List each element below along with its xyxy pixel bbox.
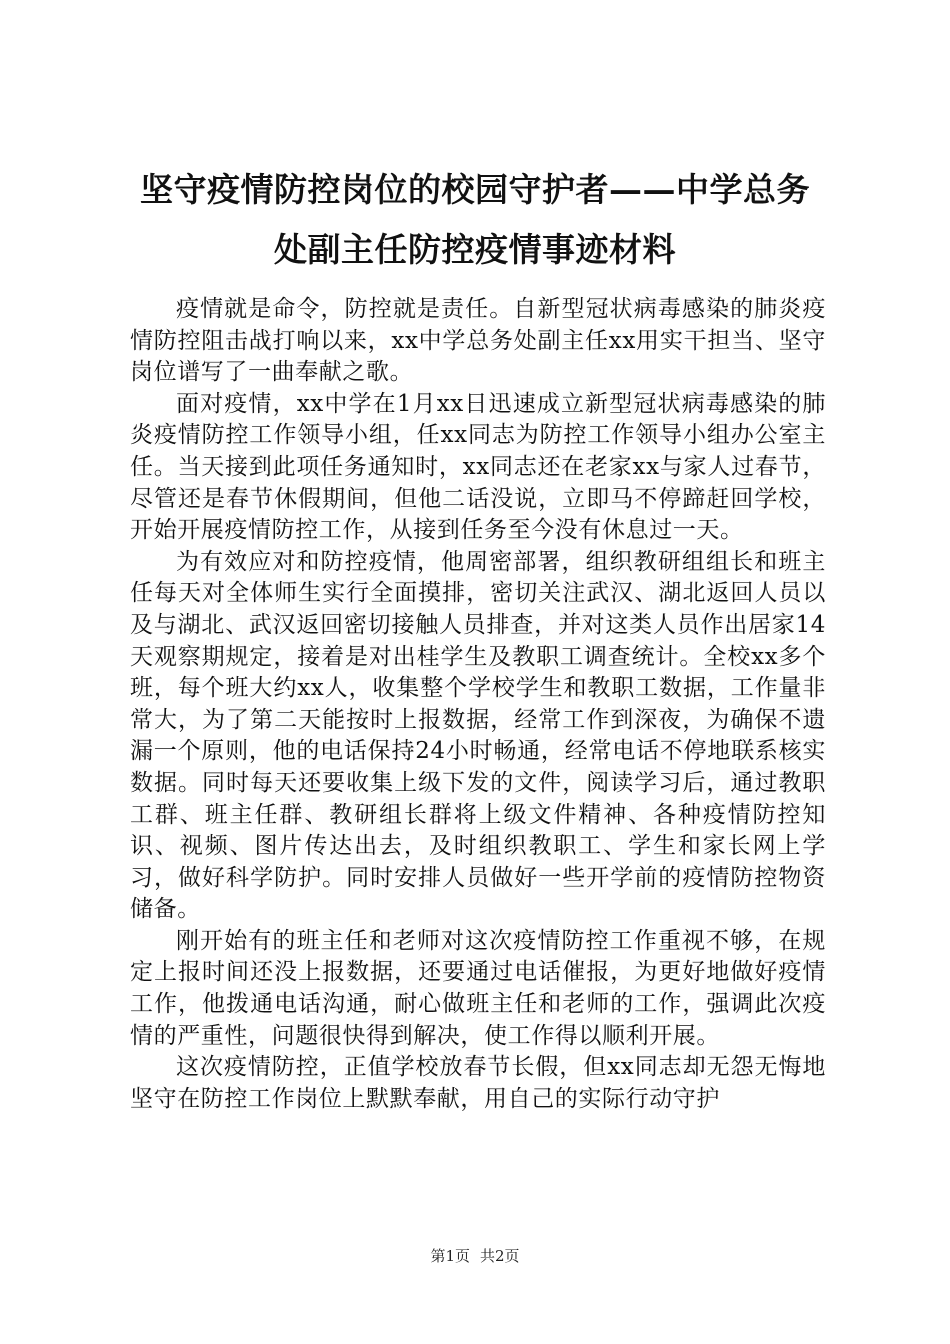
page-number: 第1页 [430,1247,470,1265]
page-total: 共2页 [480,1247,520,1265]
paragraph-2: 面对疫情，xx中学在1月xx日迅速成立新型冠状病毒感染的肺炎疫情防控工作领导小组，任xx同志为防控工作领导小组办公室主任。当天接到此项任务通知时，xx同志还在老家xx与家人过春节，尽管还是春节休假期间，但他二话没说，立即马不停蹄赶回学校，开始开展疫情防控工作，从接到任务至今没有休息过一天。 [130,390,826,544]
document-title [110,160,840,280]
paragraph-5: 这次疫情防控，正值学校放春节长假，但xx同志却无怨无悔地坚守在防控工作岗位上默默奉献，用自己的实际行动守护 [130,1054,826,1112]
page-footer [0,1246,950,1266]
document-body [130,294,826,1115]
title-line-2: 处副主任防控疫情事迹材料 [274,230,676,269]
paragraph-1: 疫情就是命令，防控就是责任。自新型冠状病毒感染的肺炎疫情防控阻击战打响以来，xx中学总务处副主任xx用实干担当、坚守岗位谱写了一曲奉献之歌。 [130,296,826,386]
title-line-1: 坚守疫情防控岗位的校园守护者——中学总务 [140,170,810,209]
paragraph-4: 刚开始有的班主任和老师对这次疫情防控工作重视不够，在规定上报时间还没上报数据，还要通过电话催报，为更好地做好疫情工作，他拨通电话沟通，耐心做班主任和老师的工作，强调此次疫情的严重性，问题很快得到解决，使工作得以顺利开展。 [130,927,826,1049]
paragraph-3: 为有效应对和防控疫情，他周密部署，组织教研组组长和班主任每天对全体师生实行全面摸排，密切关注武汉、湖北返回人员以及与湖北、武汉返回密切接触人员排查，并对这类人员作出居家14天观察期规定，接着是对出桂学生及教职工调查统计。全校xx多个班，每个班大约xx人，收集整个学校学生和教职工数据，工作量非常大，为了第二天能按时上报数据，经常工作到深夜，为确保不遗漏一个原则，他的电话保持24小时畅通，经常电话不停地联系核实数据。同时每天还要收集上级下发的文件，阅读学习后，通过教职工群、班主任群、教研组长群将上级文件精神、各种疫情防控知识、视频、图片传达出去，及时组织教职工、学生和家长网上学习，做好科学防护。同时安排人员做好一些开学前的疫情防控物资储备。 [130,548,826,923]
